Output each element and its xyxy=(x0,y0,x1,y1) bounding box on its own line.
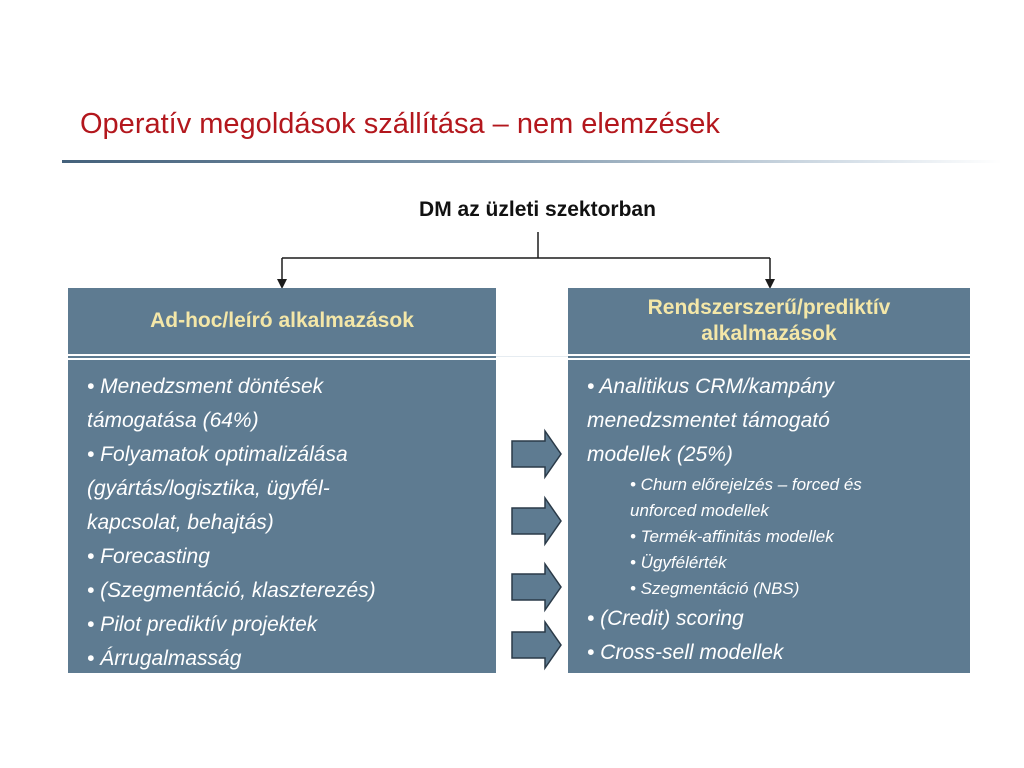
list-item: • Cross-sell modellek xyxy=(587,641,784,664)
list-item: • Árrugalmasság xyxy=(87,647,242,670)
predictive-panel-header xyxy=(568,288,970,356)
sub-list-item: • Szegmentáció (NBS) xyxy=(630,579,800,598)
slide-title: Operatív megoldások szállítása – nem elemzések xyxy=(80,108,720,140)
sub-list-item: • Churn előrejelzés – forced és xyxy=(630,475,862,494)
predictive-sub-list xyxy=(587,472,967,602)
right-arrow-icon xyxy=(512,431,561,477)
sub-list-item: • Termék-affinitás modellek xyxy=(630,527,834,546)
sub-list-item: unforced modellek xyxy=(630,501,769,520)
list-item: • Pilot prediktív projektek xyxy=(87,613,318,636)
right-arrow-icon xyxy=(512,564,561,610)
list-item: modellek (25%) xyxy=(587,443,733,466)
list-item: • (Szegmentáció, klaszterezés) xyxy=(87,579,376,602)
adhoc-panel-header xyxy=(68,288,496,356)
list-item: • Forecasting xyxy=(87,545,210,568)
list-item: • Menedzsment döntések xyxy=(87,375,324,398)
adhoc-applications-panel xyxy=(68,288,496,673)
list-item: menedzsmentet támogató xyxy=(587,409,830,432)
right-arrow-icon xyxy=(512,498,561,544)
predictive-applications-panel xyxy=(568,288,970,673)
right-arrow-icon xyxy=(512,622,561,668)
panel-gap xyxy=(496,288,568,357)
list-item: • Folyamatok optimalizálása xyxy=(87,443,348,466)
root-node-label: DM az üzleti szektorban xyxy=(419,198,656,221)
predictive-panel-body xyxy=(568,358,970,673)
predictive-panel-title-line2: alkalmazások xyxy=(701,322,837,345)
adhoc-panel-body xyxy=(68,358,496,673)
list-item: kapcsolat, behajtás) xyxy=(87,511,274,534)
list-item: • (Credit) scoring xyxy=(587,607,744,630)
list-item: • Analitikus CRM/kampány xyxy=(587,375,834,398)
list-item: (gyártás/logisztika, ügyfél- xyxy=(87,477,330,500)
predictive-panel-title-line1: Rendszerszerű/prediktív xyxy=(647,295,891,319)
adhoc-panel-title: Ad-hoc/leíró alkalmazások xyxy=(150,308,414,332)
adhoc-item-list xyxy=(87,370,487,676)
list-item: támogatása (64%) xyxy=(87,409,259,432)
sub-list-item: • Ügyfélérték xyxy=(630,553,727,572)
predictive-item-list xyxy=(587,370,967,670)
